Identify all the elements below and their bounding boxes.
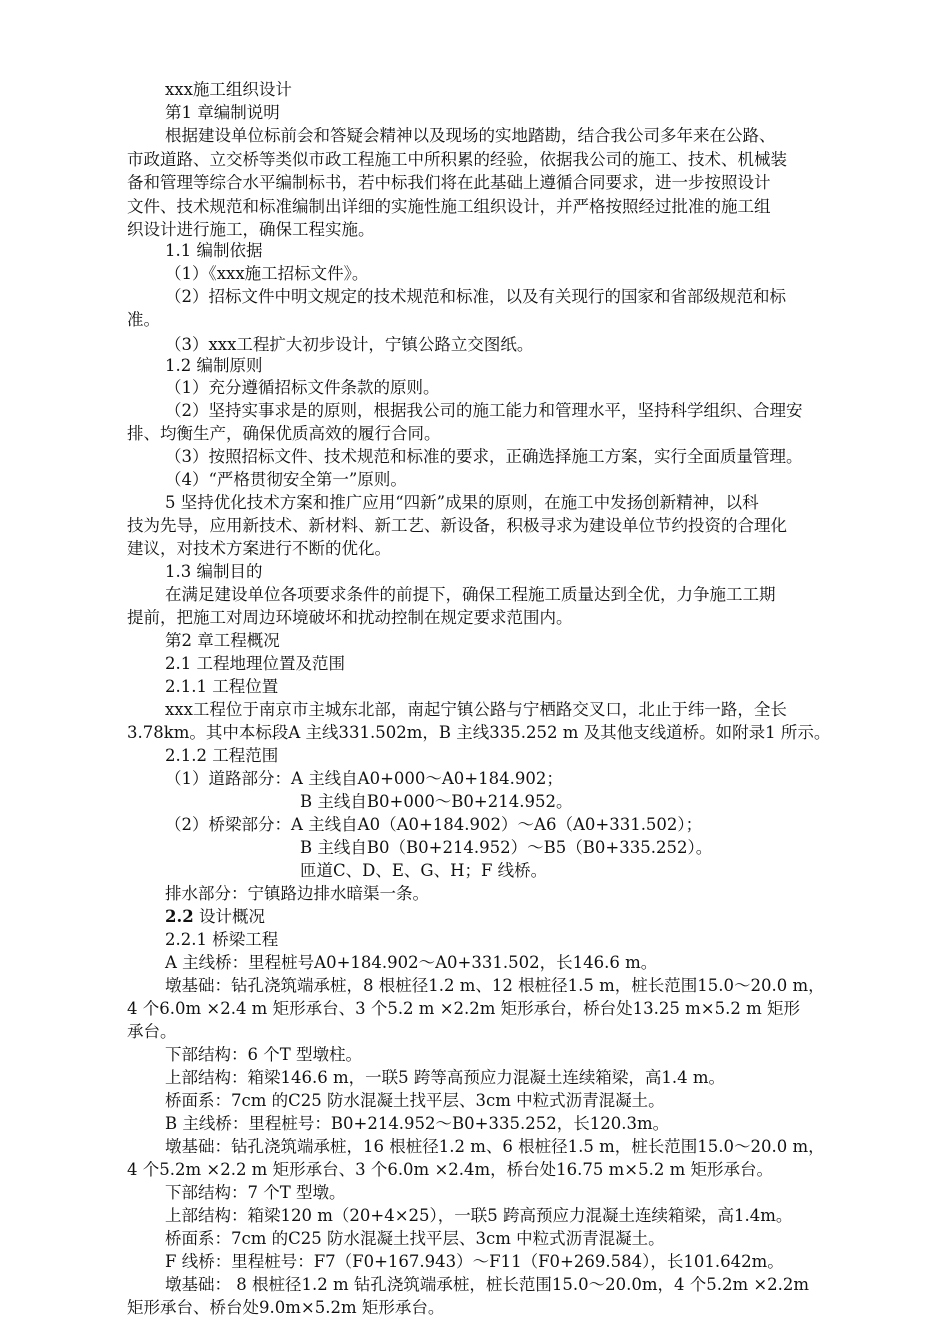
bridge-line: 4 个5.2m ×2.2 m 矩形承台、3 个6.0m ×2.4m，桥台处16.75 m×5.2 m 矩形承台。 [127, 1160, 773, 1179]
intro-line: 文件、技术规范和标准编制出详细的实施性施工组织设计，并严格按照经过批准的施工组 [127, 197, 771, 216]
principle-item: （4）“严格贯彻安全第一”原则。 [165, 470, 407, 489]
purpose-line: 提前，把施工对周边环境破坏和扰动控制在规定要求范围内。 [127, 608, 573, 627]
section-1-2-heading: 1.2 编制原则 [165, 356, 263, 375]
principle-item: 技为先导，应用新技术、新材料、新工艺、新设备，积极寻求为建设单位节约投资的合理化 [127, 516, 787, 535]
principle-item: 5 坚持优化技术方案和推广应用“四新”成果的原则，在施工中发扬创新精神，以科 [165, 493, 759, 512]
bridge-line: 承台。 [127, 1022, 177, 1041]
section-2-2-number: 2.2 [165, 907, 194, 926]
scope-line: B 主线自B0+000～B0+214.952。 [300, 792, 573, 811]
bridge-line: A 主线桥：里程桩号A0+184.902～A0+331.502，长146.6 m。 [165, 953, 658, 972]
bridge-line: F 线桥：里程桩号：F7（F0+167.943）～F11（F0+269.584），长101.642m。 [165, 1252, 784, 1271]
bridge-line: 桥面系：7cm 的C25 防水混凝土找平层、3cm 中粒式沥青混凝土。 [165, 1229, 665, 1248]
basis-item: （2）招标文件中明文规定的技术规范和标准，以及有关现行的国家和省部级规范和标 [165, 287, 786, 306]
bridge-line: B 主线桥：里程桩号：B0+214.952～B0+335.252，长120.3m。 [165, 1114, 670, 1133]
bridge-line: 上部结构：箱梁146.6 m，一联5 跨等高预应力混凝土连续箱梁，高1.4 m。 [165, 1068, 726, 1087]
chapter-1-heading: 第1 章编制说明 [165, 103, 280, 122]
scope-line: 排水部分：宁镇路边排水暗渠一条。 [165, 884, 429, 903]
principle-item: 建议，对技术方案进行不断的优化。 [127, 539, 391, 558]
section-2-1-1-heading: 2.1.1 工程位置 [165, 677, 279, 696]
principle-item: （2）坚持实事求是的原则，根据我公司的施工能力和管理水平，坚持科学组织、合理安 [165, 401, 803, 420]
scope-line: B 主线自B0（B0+214.952）～B5（B0+335.252）。 [300, 838, 713, 857]
section-2-2-1-heading: 2.2.1 桥梁工程 [165, 930, 279, 949]
section-2-2-title: 设计概况 [193, 907, 265, 926]
intro-line: 织设计进行施工，确保工程实施。 [127, 220, 375, 239]
bridge-line: 矩形承台、桥台处9.0m×5.2m 矩形承台。 [127, 1298, 445, 1317]
bridge-line: 桥面系：7cm 的C25 防水混凝土找平层、3cm 中粒式沥青混凝土。 [165, 1091, 665, 1110]
scope-line: （2）桥梁部分：A 主线自A0（A0+184.902）～A6（A0+331.502）； [165, 815, 703, 834]
bridge-line: 4 个6.0m ×2.4 m 矩形承台、3 个5.2 m ×2.2m 矩形承台，桥台处13.25 m×5.2 m 矩形 [127, 999, 800, 1018]
section-2-1-heading: 2.1 工程地理位置及范围 [165, 654, 345, 673]
intro-line: 根据建设单位标前会和答疑会精神以及现场的实地踏勘，结合我公司多年来在公路、 [165, 126, 776, 145]
bridge-line: 墩基础： 8 根桩径1.2 m 钻孔浇筑端承桩，桩长范围15.0～20.0m，4 个5.2m ×2.2m [165, 1275, 810, 1294]
principle-item: 排、均衡生产，确保优质高效的履行合同。 [127, 424, 441, 443]
intro-line: 备和管理等综合水平编制标书，若中标我们将在此基础上遵循合同要求，进一步按照设计 [127, 173, 771, 192]
bridge-line: 墩基础：钻孔浇筑端承桩，16 根桩径1.2 m、6 根桩径1.5 m，桩长范围15.0～20.0 m， [165, 1137, 825, 1156]
section-2-1-2-heading: 2.1.2 工程范围 [165, 746, 279, 765]
bridge-line: 上部结构：箱梁120 m（20+4×25），一联5 跨高预应力混凝土连续箱梁，高1.4m。 [165, 1206, 793, 1225]
scope-line: 匝道C、D、E、G、H；F 线桥。 [300, 861, 548, 880]
chapter-2-heading: 第2 章工程概况 [165, 631, 280, 650]
location-line: 3.78km。其中本标段A 主线331.502m，B 主线335.252 m 及其他支线道桥。如附录1 所示。 [127, 723, 831, 742]
basis-item: （3）xxx工程扩大初步设计，宁镇公路立交图纸。 [165, 335, 534, 354]
document-title: xxx施工组织设计 [165, 80, 292, 99]
purpose-line: 在满足建设单位各项要求条件的前提下，确保工程施工质量达到全优，力争施工工期 [165, 585, 776, 604]
bridge-line: 下部结构：6 个T 型墩柱。 [165, 1045, 362, 1064]
scope-line: （1）道路部分：A 主线自A0+000～A0+184.902； [165, 769, 563, 788]
intro-line: 市政道路、立交桥等类似市政工程施工中所积累的经验，依据我公司的施工、技术、机械装 [127, 150, 787, 169]
section-1-1-heading: 1.1 编制依据 [165, 241, 263, 260]
section-1-3-heading: 1.3 编制目的 [165, 562, 263, 581]
basis-item: 准。 [127, 310, 160, 329]
section-2-2-heading [165, 906, 265, 928]
bridge-line: 下部结构：7 个T 型墩。 [165, 1183, 346, 1202]
principle-item: （3）按照招标文件、技术规范和标准的要求，正确选择施工方案，实行全面质量管理。 [165, 447, 803, 466]
location-line: xxx工程位于南京市主城东北部，南起宁镇公路与宁栖路交叉口，北止于纬一路，全长 [165, 700, 787, 719]
basis-item: （1）《xxx施工招标文件》。 [165, 264, 369, 283]
bridge-line: 墩基础：钻孔浇筑端承桩，8 根桩径1.2 m、12 根桩径1.5 m，桩长范围15.0～20.0 m， [165, 976, 825, 995]
principle-item: （1）充分遵循招标文件条款的原则。 [165, 378, 440, 397]
